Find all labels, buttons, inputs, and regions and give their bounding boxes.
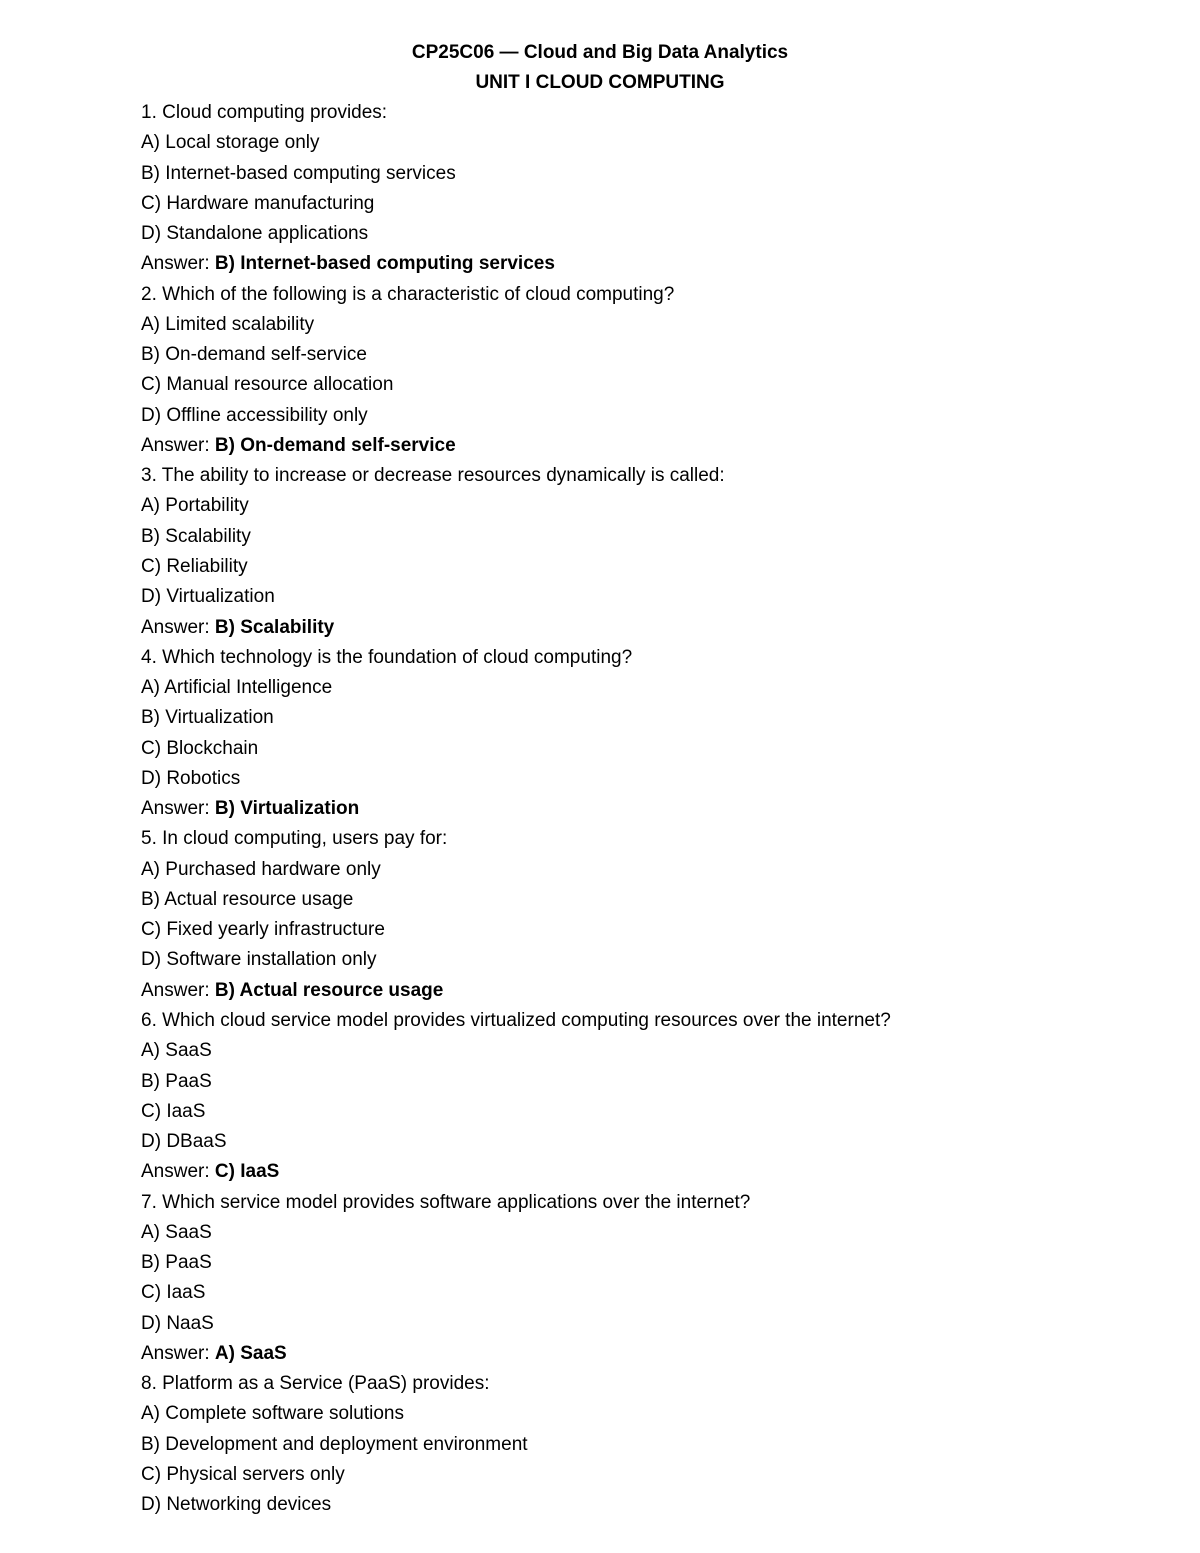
option: C) IaaS xyxy=(141,1100,206,1122)
option: D) Virtualization xyxy=(141,586,275,608)
course-title: CP25C06 — Cloud and Big Data Analytics xyxy=(411,42,789,63)
question-text: 3. The ability to increase or decrease resources dynamically is called: xyxy=(141,465,725,487)
answer-value: B) Actual resource usage xyxy=(214,979,444,1001)
answer-value: A) SaaS xyxy=(214,1342,287,1364)
option: D) DBaaS xyxy=(141,1131,227,1153)
option: A) Purchased hardware only xyxy=(141,858,381,880)
answer-value: B) Scalability xyxy=(214,616,335,638)
question-text: 5. In cloud computing, users pay for: xyxy=(141,828,448,850)
answer-label: Answer: xyxy=(141,1161,210,1183)
answer-label: Answer: xyxy=(141,434,210,456)
question-text: 7. Which service model provides software applications over the internet? xyxy=(141,1191,751,1213)
answer-line xyxy=(141,249,1141,279)
answer-line xyxy=(141,1339,1141,1369)
option: C) Physical servers only xyxy=(141,1463,345,1485)
option: D) Robotics xyxy=(141,767,241,789)
answer-value: B) On-demand self-service xyxy=(214,434,456,456)
option: B) PaaS xyxy=(141,1252,212,1274)
question-text: 1. Cloud computing provides: xyxy=(141,102,388,123)
answer-line xyxy=(141,613,1141,643)
option: B) Scalability xyxy=(141,525,251,547)
option: B) Virtualization xyxy=(141,707,274,729)
option: C) Hardware manufacturing xyxy=(141,192,375,214)
option: A) SaaS xyxy=(141,1040,212,1062)
option: A) Complete software solutions xyxy=(141,1403,404,1425)
answer-line xyxy=(141,1157,1141,1187)
option: C) Reliability xyxy=(141,555,248,577)
option: B) PaaS xyxy=(141,1070,212,1092)
option: D) Offline accessibility only xyxy=(141,404,368,426)
question-list xyxy=(141,98,1141,1520)
answer-value: C) IaaS xyxy=(214,1161,280,1183)
option: C) Manual resource allocation xyxy=(141,374,394,396)
answer-label: Answer: xyxy=(141,979,210,1001)
option: B) Development and deployment environment xyxy=(141,1433,528,1455)
option: D) Standalone applications xyxy=(141,223,369,245)
answer-line xyxy=(141,794,1141,824)
question-text: 2. Which of the following is a characteristic of cloud computing? xyxy=(141,283,675,305)
option: D) NaaS xyxy=(141,1312,214,1334)
option: C) Blockchain xyxy=(141,737,259,759)
option: D) Networking devices xyxy=(141,1494,332,1516)
answer-label: Answer: xyxy=(141,798,210,820)
option: C) Fixed yearly infrastructure xyxy=(141,919,385,941)
option: D) Software installation only xyxy=(141,949,377,971)
option: A) Portability xyxy=(141,495,249,517)
question-text: 4. Which technology is the foundation of cloud computing? xyxy=(141,646,633,668)
option: B) Actual resource usage xyxy=(141,888,354,910)
option: A) Local storage only xyxy=(141,132,320,154)
answer-label: Answer: xyxy=(141,253,210,275)
document-header xyxy=(0,38,1200,98)
option: B) On-demand self-service xyxy=(141,344,367,366)
answer-value: B) Virtualization xyxy=(214,798,360,820)
answer-value: B) Internet-based computing services xyxy=(214,253,555,275)
answer-line xyxy=(141,431,1141,461)
option: A) Artificial Intelligence xyxy=(141,677,333,699)
question-text: 8. Platform as a Service (PaaS) provides: xyxy=(141,1373,490,1395)
option: A) SaaS xyxy=(141,1221,212,1243)
answer-line xyxy=(141,976,1141,1006)
unit-title: UNIT I CLOUD COMPUTING xyxy=(475,72,725,93)
option: C) IaaS xyxy=(141,1282,206,1304)
option: B) Internet-based computing services xyxy=(141,162,456,184)
option: A) Limited scalability xyxy=(141,313,315,335)
answer-label: Answer: xyxy=(141,616,210,638)
question-text: 6. Which cloud service model provides virtualized computing resources over the internet? xyxy=(141,1009,891,1031)
answer-label: Answer: xyxy=(141,1342,210,1364)
